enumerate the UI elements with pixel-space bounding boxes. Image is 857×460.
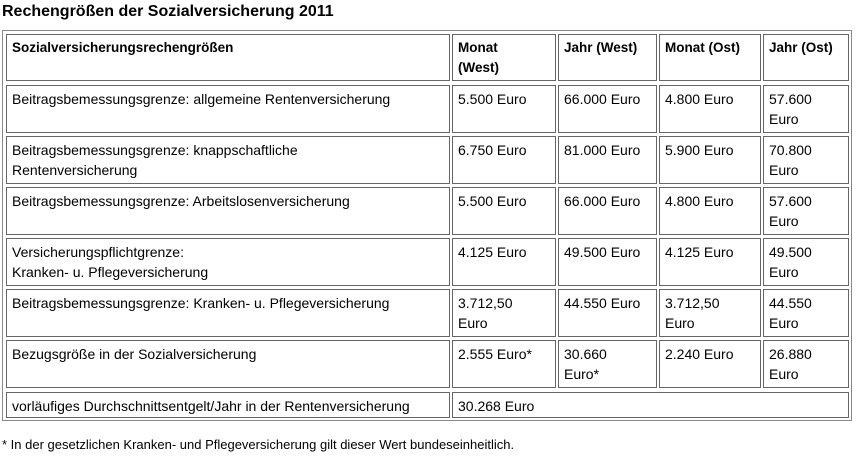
row-label: Beitragsbemessungsgrenze: knappschaftliche Rentenversicherung: [6, 136, 450, 184]
row-label: Versicherungspflichtgrenze: Kranken- u. Pflegeversicherung: [6, 238, 450, 286]
cell-monat-ost: 3.712,50 Euro: [659, 289, 761, 337]
cell-jahr-west: 44.550 Euro: [558, 289, 657, 337]
cell-jahr-west: 66.000 Euro: [558, 187, 657, 235]
cell-monat-west: 5.500 Euro: [452, 85, 556, 133]
cell-monat-west: 4.125 Euro: [452, 238, 556, 286]
header-monat-ost: Monat (Ost): [659, 34, 761, 81]
cell-jahr-west: 30.660 Euro*: [558, 340, 657, 388]
cell-jahr-ost: 70.800 Euro: [763, 136, 849, 184]
cell-monat-west: 2.555 Euro*: [452, 340, 556, 388]
page-title: Rechengrößen der Sozialversicherung 2011: [2, 3, 334, 20]
cell-jahr-ost: 44.550 Euro: [763, 289, 849, 337]
cell-monat-ost: 2.240 Euro: [659, 340, 761, 388]
header-jahr-west: Jahr (West): [558, 34, 657, 81]
header-monat-west: Monat (West): [452, 34, 556, 81]
header-label: Sozialversicherungsrechengrößen: [6, 34, 450, 81]
cell-monat-ost: 4.800 Euro: [659, 85, 761, 133]
cell-monat-west: 6.750 Euro: [452, 136, 556, 184]
cell-monat-ost: 4.800 Euro: [659, 187, 761, 235]
row-label: Bezugsgröße in der Sozialversicherung: [6, 340, 450, 388]
cell-monat-ost: 5.900 Euro: [659, 136, 761, 184]
cell-jahr-west: 49.500 Euro: [558, 238, 657, 286]
cell-jahr-ost: 57.600 Euro: [763, 85, 849, 133]
cell-durchschnittsentgelt: 30.268 Euro: [452, 392, 849, 418]
cell-monat-west: 5.500 Euro: [452, 187, 556, 235]
cell-jahr-ost: 26.880 Euro: [763, 340, 849, 388]
row-label: vorläufiges Durchschnittsentgelt/Jahr in der Rentenversicherung: [6, 392, 450, 418]
cell-jahr-ost: 49.500 Euro: [763, 238, 849, 286]
cell-jahr-west: 81.000 Euro: [558, 136, 657, 184]
cell-monat-ost: 4.125 Euro: [659, 238, 761, 286]
header-jahr-ost: Jahr (Ost): [763, 34, 849, 81]
row-label: Beitragsbemessungsgrenze: allgemeine Rentenversicherung: [6, 85, 450, 133]
footnote: * In der gesetzlichen Kranken- und Pflegeversicherung gilt dieser Wert bundeseinheitlich.: [2, 437, 515, 452]
cell-jahr-west: 66.000 Euro: [558, 85, 657, 133]
cell-monat-west: 3.712,50 Euro: [452, 289, 556, 337]
cell-jahr-ost: 57.600 Euro: [763, 187, 849, 235]
rechengroessen-table: [2, 30, 852, 421]
row-label: Beitragsbemessungsgrenze: Arbeitslosenversicherung: [6, 187, 450, 235]
row-label: Beitragsbemessungsgrenze: Kranken- u. Pflegeversicherung: [6, 289, 450, 337]
